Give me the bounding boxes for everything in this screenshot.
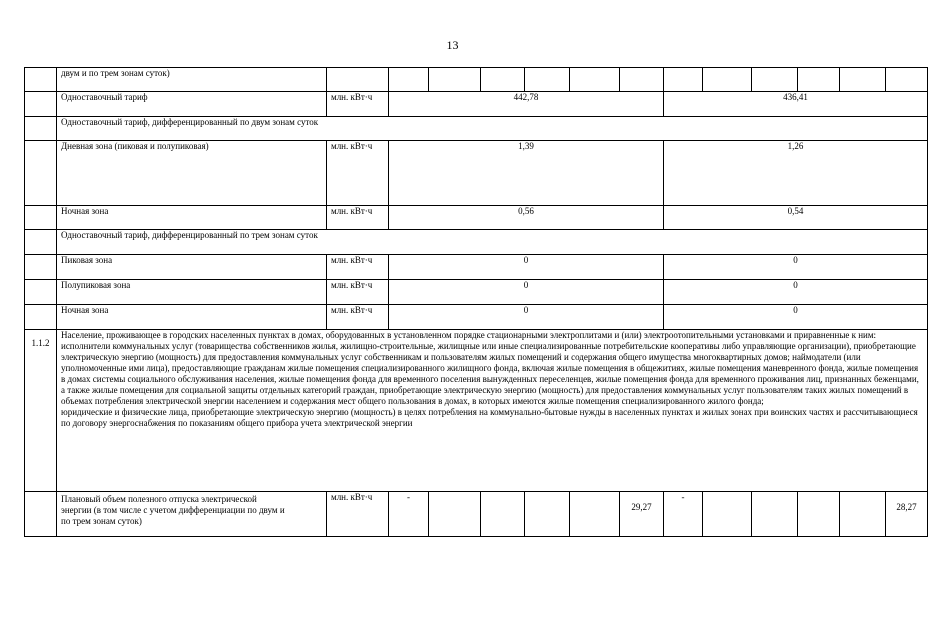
value-cell <box>664 68 703 92</box>
value-cell <box>886 68 928 92</box>
value-cell: - <box>389 492 429 537</box>
value-cell <box>798 68 840 92</box>
row-number-cell <box>25 255 57 280</box>
section-label: Одноставочный тариф, дифференцированный по трем зонам суток <box>57 230 928 255</box>
value-cell <box>620 68 664 92</box>
unit-cell: млн. кВт·ч <box>327 280 389 305</box>
value-cell <box>570 68 620 92</box>
row-number-cell: 1.1.2 <box>25 330 57 492</box>
row-number-cell <box>25 68 57 92</box>
page-number: 13 <box>446 38 459 52</box>
value-cell <box>798 492 840 537</box>
value-period-2: 0,54 <box>664 206 928 230</box>
row-label: Пиковая зона <box>57 255 327 280</box>
table-row <box>25 92 928 117</box>
table-row <box>25 117 928 141</box>
value-cell <box>481 492 525 537</box>
unit-cell: млн. кВт·ч <box>327 92 389 117</box>
value-period-2: 436,41 <box>664 92 928 117</box>
value-cell <box>703 492 752 537</box>
value-period-2: 0 <box>664 280 928 305</box>
value-cell <box>481 68 525 92</box>
table-row <box>25 230 928 255</box>
table-row <box>25 330 928 492</box>
category-description <box>57 330 928 492</box>
unit-cell: млн. кВт·ч <box>327 206 389 230</box>
value-cell <box>525 492 570 537</box>
row-label: Дневная зона (пиковая и полупиковая) <box>57 141 327 206</box>
value-cell <box>752 68 798 92</box>
value-period-1: 0 <box>389 255 664 280</box>
tariff-table <box>24 67 928 537</box>
row-label: Одноставочный тариф <box>57 92 327 117</box>
table-row <box>25 255 928 280</box>
row-label: Плановый объем полезного отпуска электрической энергии (в том числе с учетом дифференциации по двум и по трем зонам суток) <box>57 492 327 537</box>
description-paragraph: юридические и физические лица, приобретающие электрическую энергию (мощность) в целях потребления на коммунально-бытовые нужды в населенных пунктах и жилых зонах при воинских частях и рассчитывающиеся по договору энергоснабжения по показаниям общего прибора учета электрической энергии <box>61 407 918 428</box>
row-number-cell <box>25 492 57 537</box>
value-cell <box>525 68 570 92</box>
value-cell: 28,27 <box>886 492 928 537</box>
value-period-2: 0 <box>664 255 928 280</box>
value-period-1: 0 <box>389 305 664 330</box>
value-cell <box>703 68 752 92</box>
unit-cell <box>327 68 389 92</box>
value-period-2: 1,26 <box>664 141 928 206</box>
value-period-1: 1,39 <box>389 141 664 206</box>
description-paragraph: исполнители коммунальных услуг (товарищества собственников жилья, жилищно-строительные, жилищные или иные специализированные потребительские кооперативы либо управляющие организации), приобретающие электрическую энергию (мощность) для предоставления коммунальных услуг собственникам и пользователям жилых помещений и содержания общего имущества многоквартирных домов; наймодатели (или уполномоченные ими лица), предоставляющие гражданам жилые помещения специализированного жилищного фонда, включая жилые помещения в общежитиях, жилые помещения маневренного фонда, жилые помещения в домах системы социального обслуживания населения, жилые помещения фонда для временного поселения вынужденных переселенцев, жилые помещения фонда для временного проживания лиц, признанных беженцами, а также жилые помещения для социальной защиты отдельных категорий граждан, приобретающие электрическую энергию (мощность) для предоставления коммунальных услуг пользователям таких жилых помещений в объемах потребления электрической энергии населением и содержания мест общего пользования в домах, в которых имеются жилые помещения специализированного жилого фонда; <box>61 341 919 406</box>
table-row <box>25 68 928 92</box>
unit-cell: млн. кВт·ч <box>327 305 389 330</box>
row-label: Полупиковая зона <box>57 280 327 305</box>
row-label: двум и по трем зонам суток) <box>57 68 327 92</box>
row-label: Ночная зона <box>57 206 327 230</box>
table-row <box>25 280 928 305</box>
row-number-cell <box>25 117 57 141</box>
value-cell <box>840 492 886 537</box>
value-cell: 29,27 <box>620 492 664 537</box>
value-cell <box>752 492 798 537</box>
description-paragraph: Население, проживающее в городских населенных пунктах в домах, оборудованных в установленном порядке стационарными электроплитами и (или) электроотопительными установками и приравненные к ним: <box>61 330 877 340</box>
value-cell <box>429 492 481 537</box>
row-label: Ночная зона <box>57 305 327 330</box>
row-number-cell <box>25 280 57 305</box>
value-period-1: 0 <box>389 280 664 305</box>
value-cell: - <box>664 492 703 537</box>
table-row <box>25 492 928 537</box>
value-cell <box>389 68 429 92</box>
value-cell <box>570 492 620 537</box>
unit-cell: млн. кВт·ч <box>327 492 389 537</box>
value-cell <box>840 68 886 92</box>
row-number-cell <box>25 206 57 230</box>
row-number-cell <box>25 141 57 206</box>
unit-cell: млн. кВт·ч <box>327 141 389 206</box>
row-number-cell <box>25 230 57 255</box>
section-label: Одноставочный тариф, дифференцированный по двум зонам суток <box>57 117 928 141</box>
value-period-2: 0 <box>664 305 928 330</box>
value-cell <box>429 68 481 92</box>
table-row <box>25 206 928 230</box>
row-number-cell <box>25 92 57 117</box>
value-period-1: 0,56 <box>389 206 664 230</box>
table-row <box>25 305 928 330</box>
row-number-cell <box>25 305 57 330</box>
value-period-1: 442,78 <box>389 92 664 117</box>
table-row <box>25 141 928 206</box>
unit-cell: млн. кВт·ч <box>327 255 389 280</box>
